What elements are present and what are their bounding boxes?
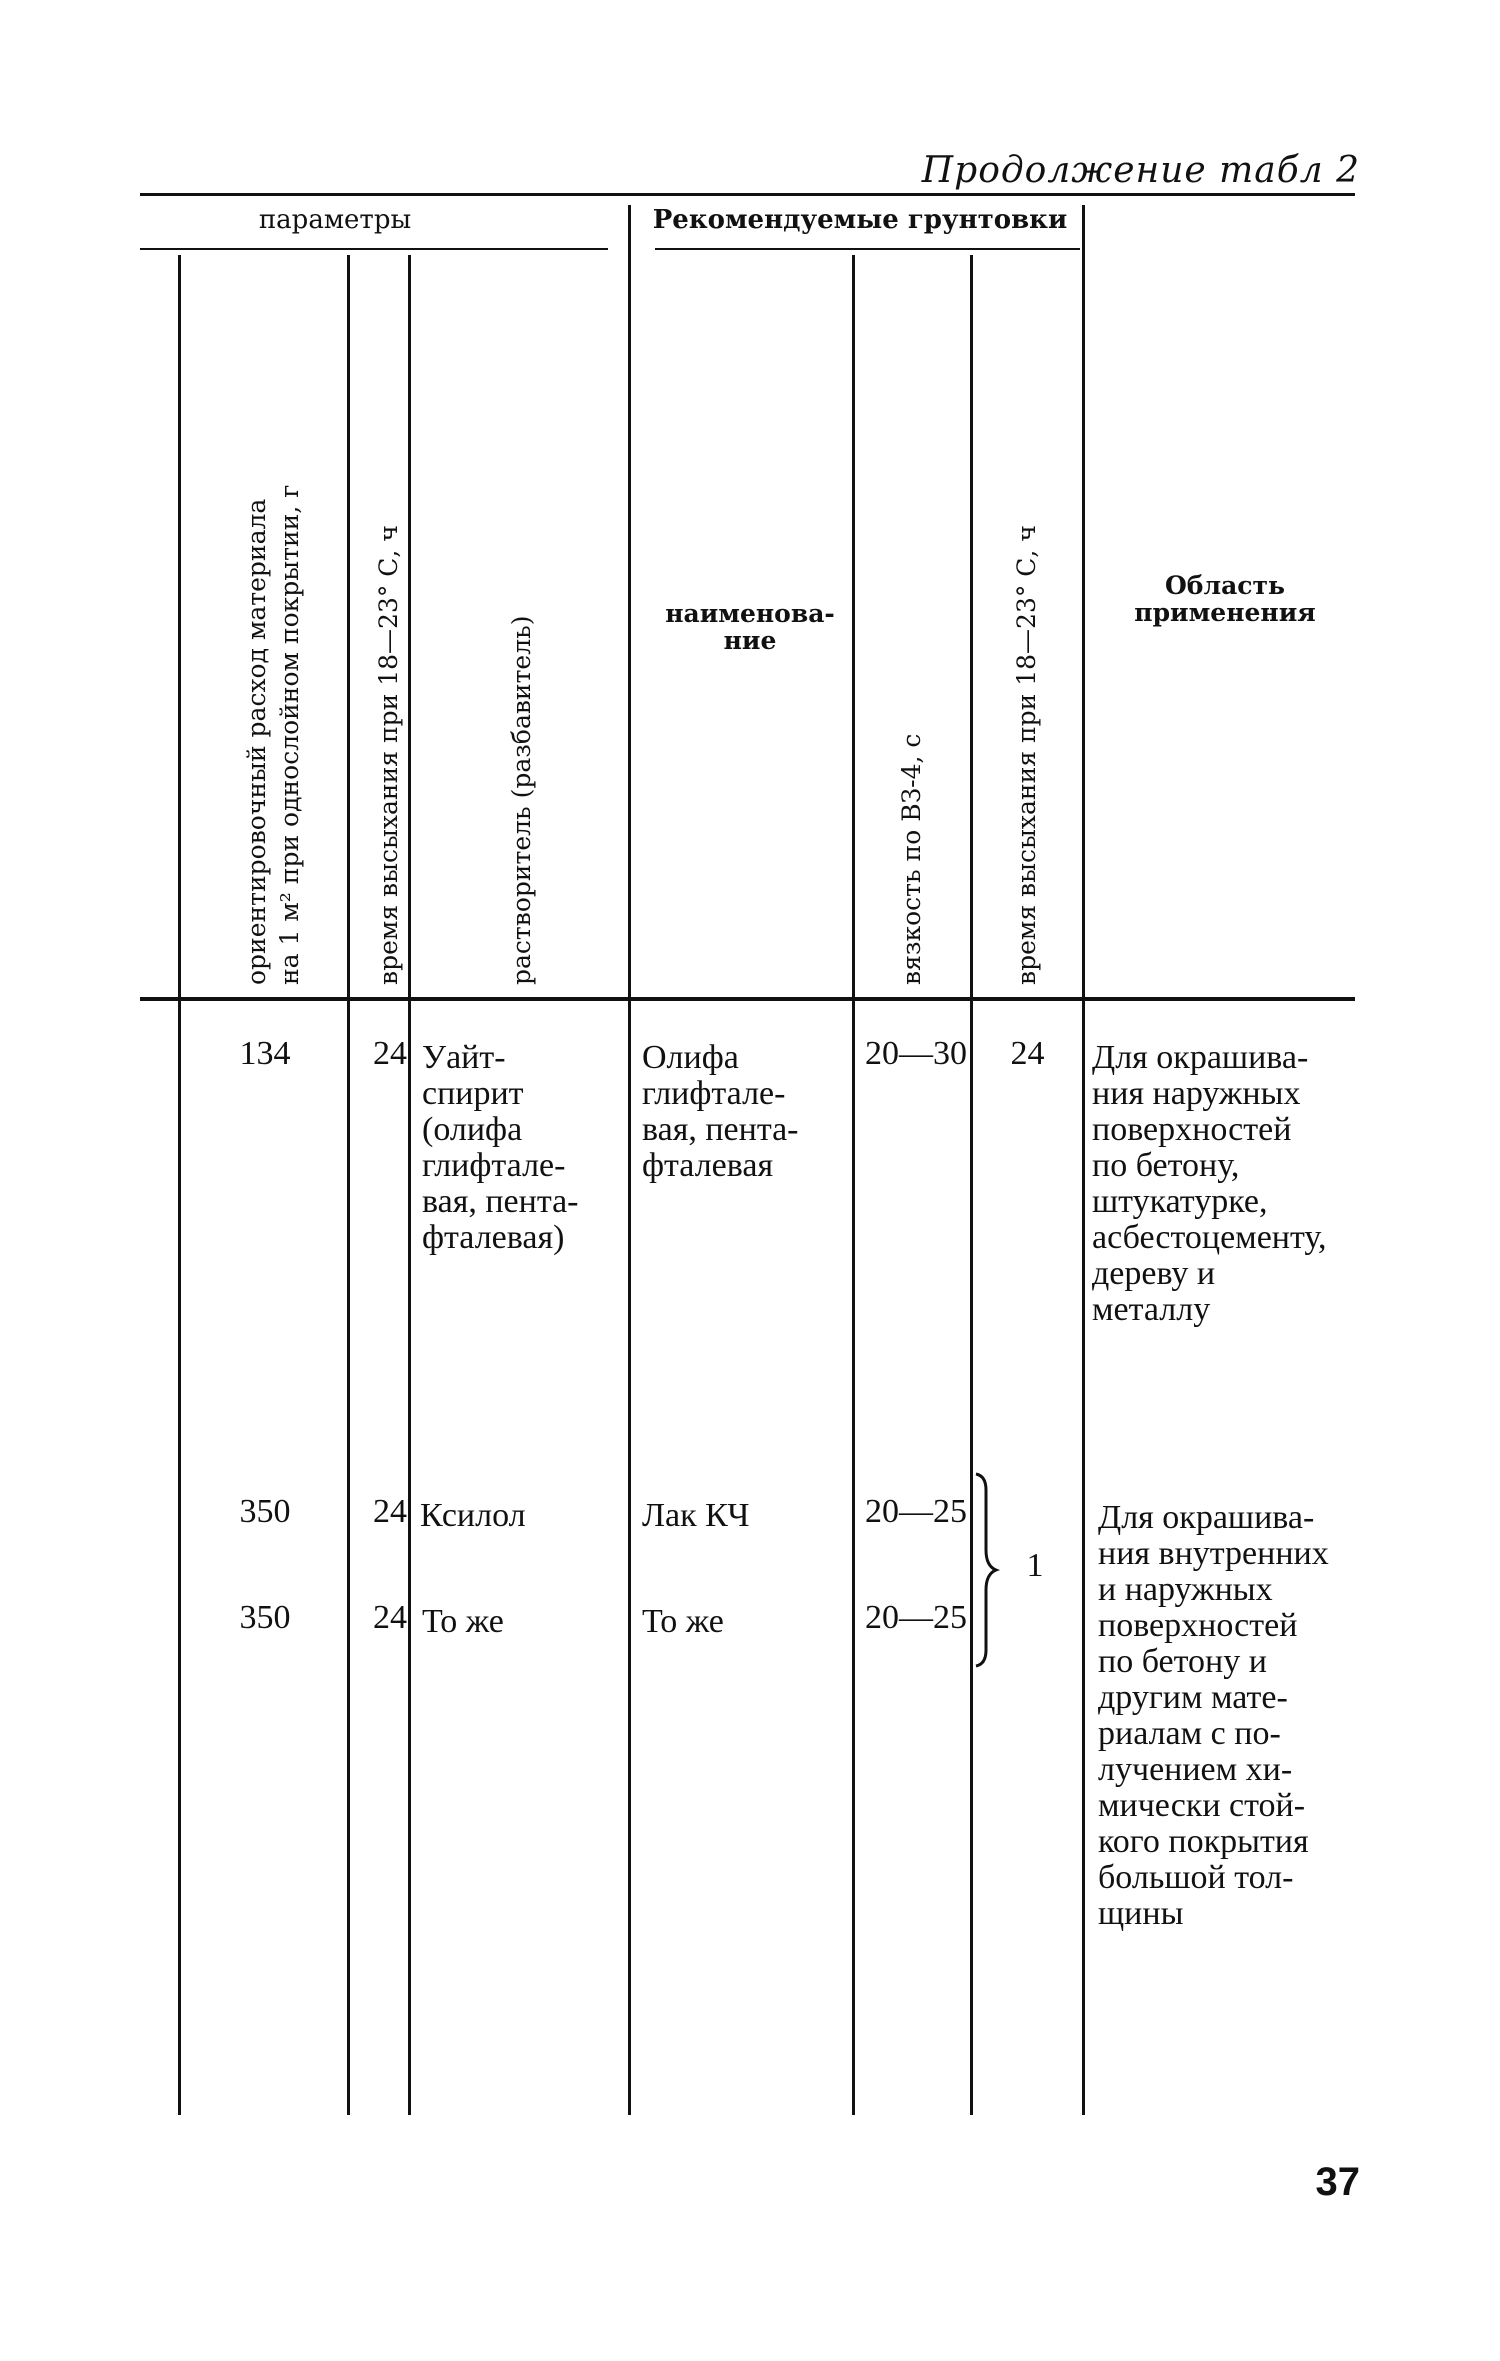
header-viscosity: вязкость по ВЗ-4, с bbox=[897, 733, 926, 985]
brace-icon bbox=[970, 1470, 1000, 1670]
row1-solvent: Уайт- спирит (олифа глифтале- вая, пента- фталевая) bbox=[422, 1039, 579, 1256]
row3-consumption: 350 bbox=[239, 1599, 291, 1636]
header-drying-time: время высыхания при 18—23° С, ч bbox=[374, 525, 403, 985]
row1-viscosity: 20—30 bbox=[865, 1035, 967, 1072]
column-rule-3 bbox=[408, 255, 411, 2115]
shared-primer-drying: 1 bbox=[1026, 1547, 1044, 1584]
column-rule-5 bbox=[852, 255, 855, 2115]
row2-consumption: 350 bbox=[239, 1493, 291, 1530]
group-header-primers: Рекомендуемые грунтовки bbox=[652, 205, 1068, 235]
row3-solvent: То же bbox=[422, 1603, 504, 1640]
header-name: наименова- ние bbox=[665, 599, 835, 655]
row3-viscosity: 20—25 bbox=[865, 1599, 967, 1636]
header-bottom-rule bbox=[140, 997, 1355, 1001]
row3-name: То же bbox=[642, 1603, 724, 1640]
row1-consumption: 134 bbox=[239, 1035, 291, 1072]
column-rule-6 bbox=[970, 255, 973, 2115]
column-rule-2 bbox=[347, 255, 350, 2115]
row1-drying: 24 bbox=[373, 1035, 407, 1072]
top-rule bbox=[140, 193, 1355, 196]
primers-underline bbox=[655, 248, 1080, 250]
shared-application: Для окрашива- ния внутренних и наружных поверхностей по бетону и другим мате- риалам с по- лучением хи- мически стой- кого покрытия большой тол- щины bbox=[1098, 1499, 1329, 1932]
group-header-parameters: параметры bbox=[258, 205, 412, 235]
header-consumption: ориентировочный расход материала на 1 м² при однослойном покрытии, г bbox=[242, 484, 304, 985]
table-caption: Продолжение табл 2 bbox=[921, 150, 1360, 191]
row2-drying: 24 bbox=[373, 1493, 407, 1530]
row2-name: Лак КЧ bbox=[642, 1497, 750, 1534]
parameters-underline bbox=[140, 248, 608, 250]
page-number: 37 bbox=[1315, 2160, 1360, 2204]
row2-viscosity: 20—25 bbox=[865, 1493, 967, 1530]
row2-solvent: Ксилол bbox=[420, 1497, 526, 1534]
row1-application: Для окрашива- ния наружных поверхностей по бетону, штукатурке, асбестоцементу, дереву и металлу bbox=[1092, 1039, 1327, 1328]
row3-drying: 24 bbox=[373, 1599, 407, 1636]
header-primer-drying-time: время высыхания при 18—23° С, ч bbox=[1012, 525, 1041, 985]
column-rule-7 bbox=[1082, 205, 1085, 2115]
header-solvent: растворитель (разбавитель) bbox=[507, 615, 536, 985]
header-application: Область применения bbox=[1134, 571, 1316, 627]
column-rule-1 bbox=[178, 255, 181, 2115]
row1-name: Олифа глифтале- вая, пента- фталевая bbox=[642, 1039, 799, 1184]
row1-primer-drying: 24 bbox=[1010, 1035, 1045, 1072]
